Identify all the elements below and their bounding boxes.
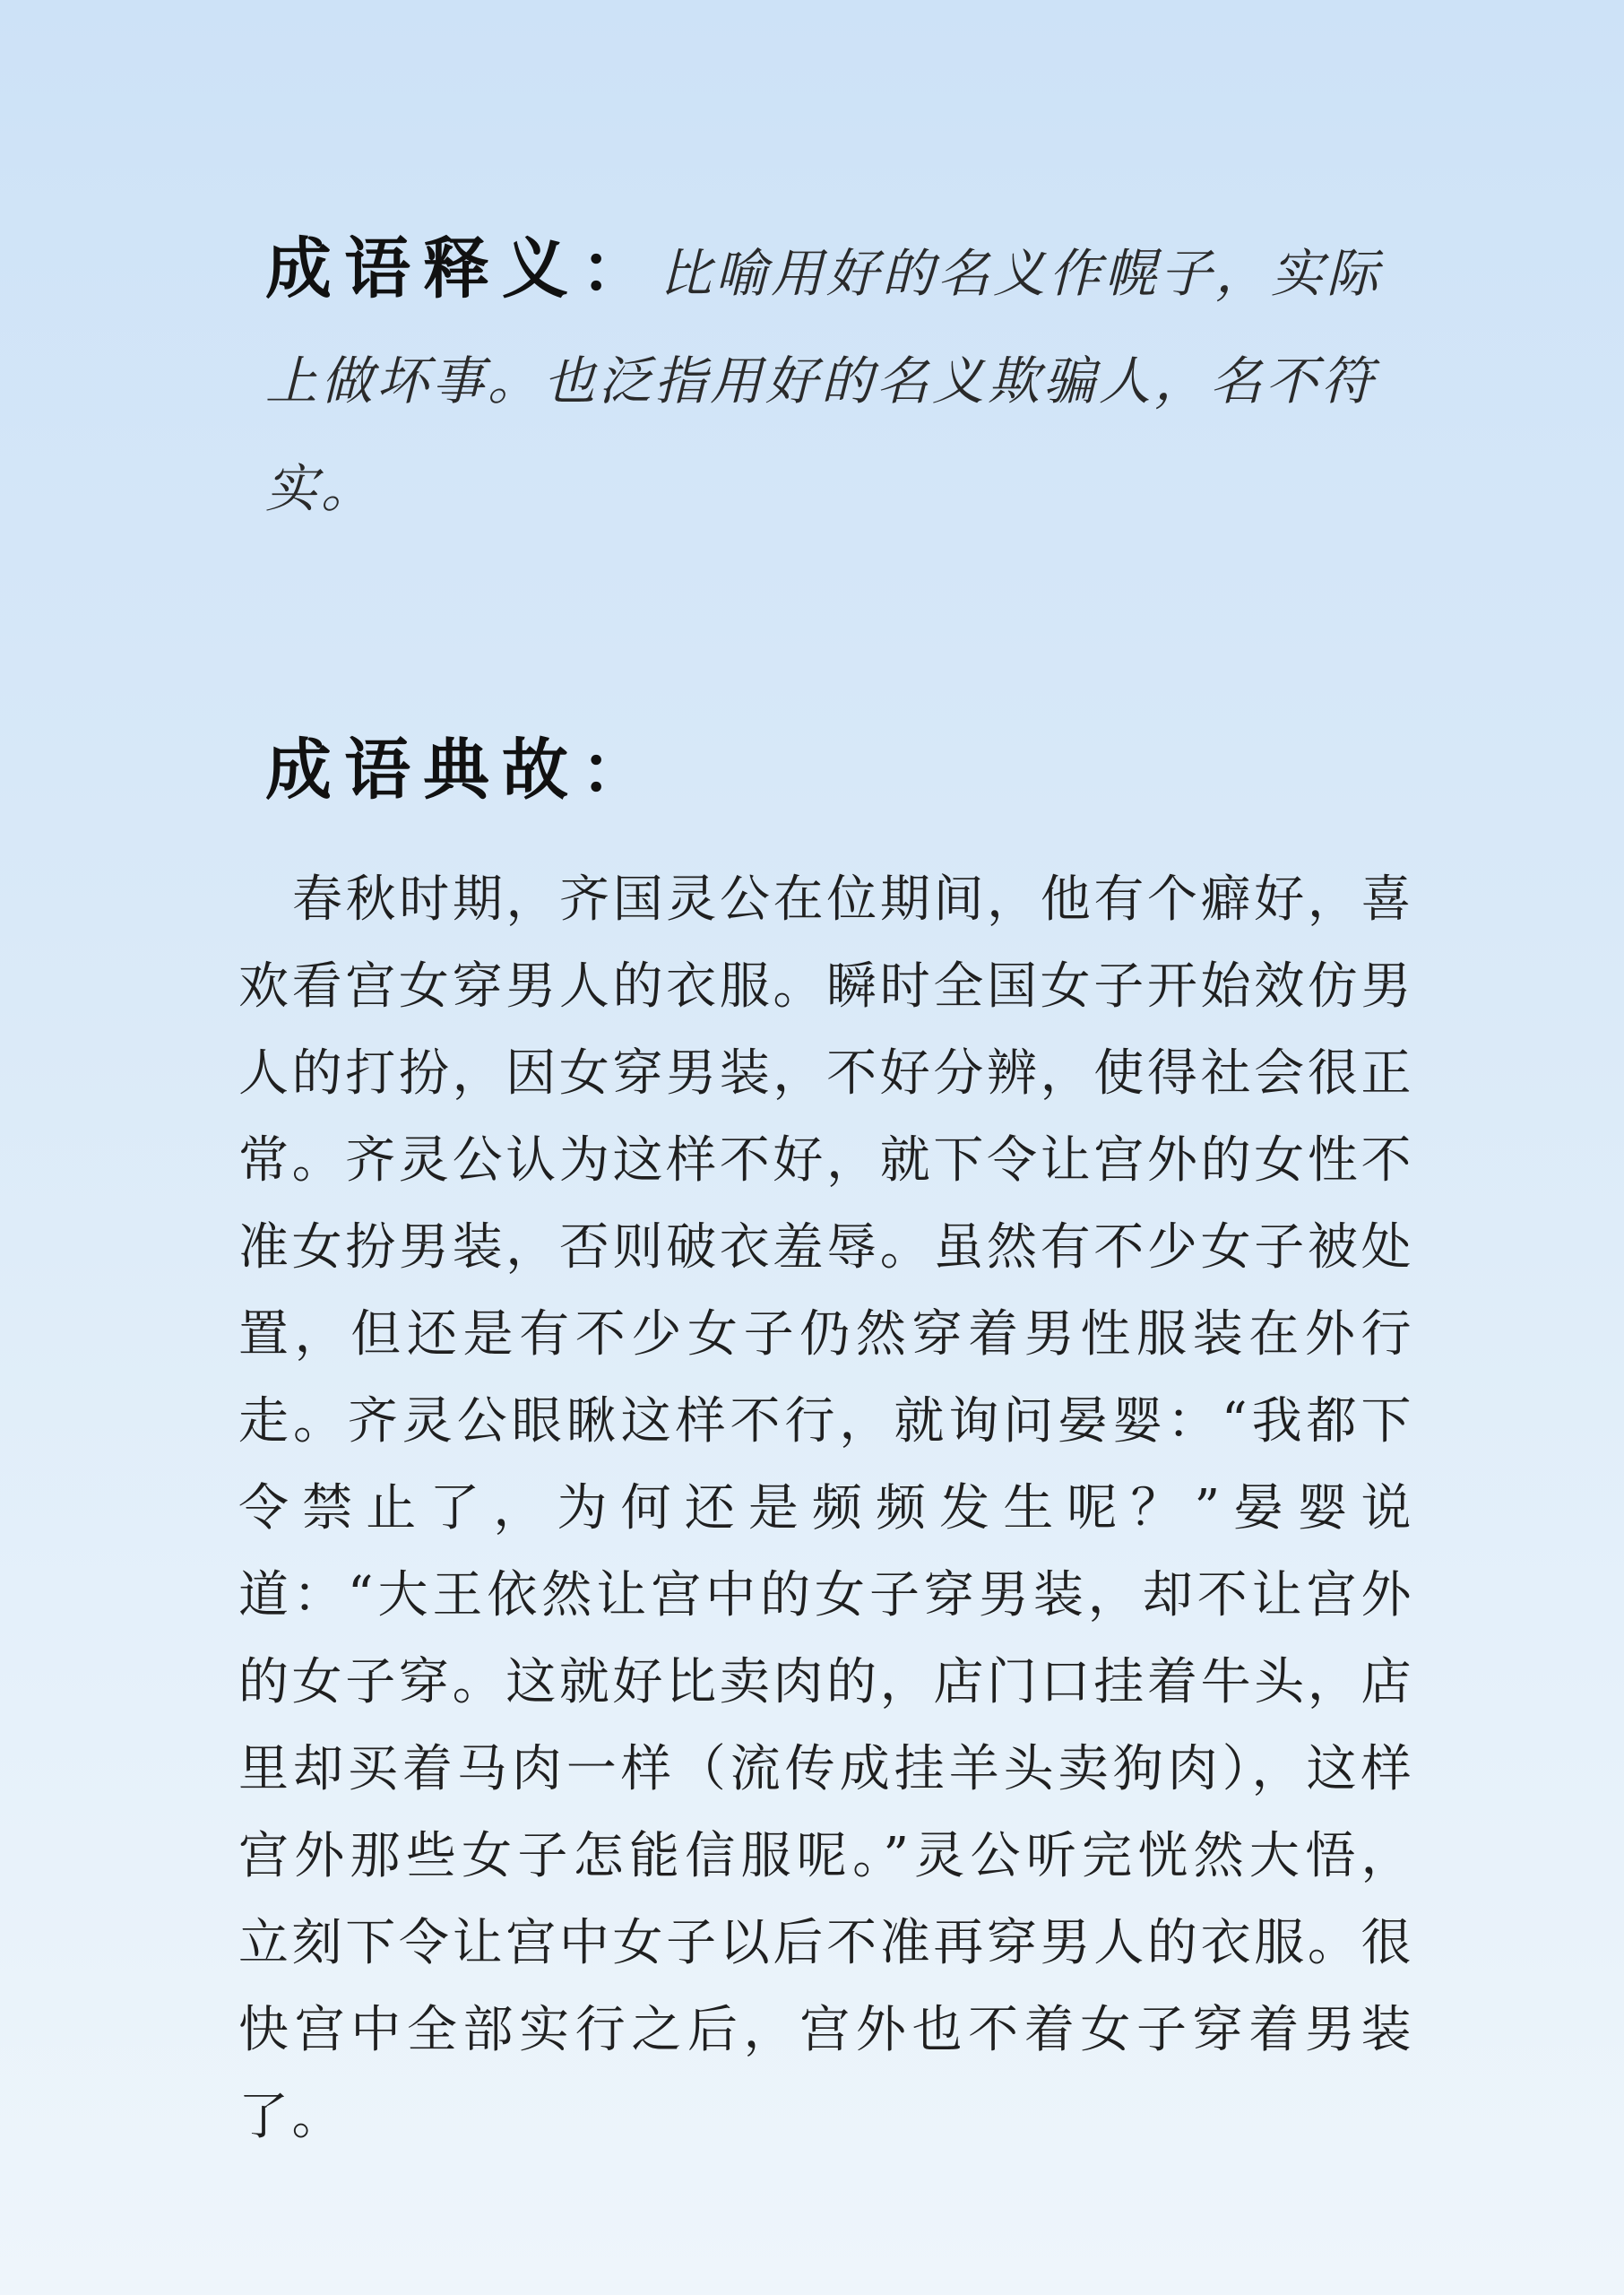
- definition-section: [265, 215, 1412, 542]
- story-text: 春秋时期，齐国灵公在位期间，他有个癖好，喜欢看宫女穿男人的衣服。瞬时全国女子开始效仿男人的打扮，因女穿男装，不好分辨，使得社会很正常。齐灵公认为这样不好，就下令让宫外的女性不准女扮男装，否则破衣羞辱。虽然有不少女子被处置，但还是有不少女子仍然穿着男性服装在外行走。齐灵公眼瞅这样不行，就询问晏婴：“我都下令禁止了，为何还是频频发生呢？”晏婴说道：“大王依然让宫中的女子穿男装，却不让宫外的女子穿。这就好比卖肉的，店门口挂着牛头，店里却买着马肉一样（流传成挂羊头卖狗肉），这样宫外那些女子怎能信服呢。”灵公听完恍然大悟，立刻下令让宫中女子以后不准再穿男人的衣服。很快宫中全部实行之后，宫外也不着女子穿着男装了。: [238, 870, 1414, 2146]
- story-heading: 成语典故：: [265, 732, 660, 809]
- definition-heading: 成语释义：: [265, 230, 660, 307]
- definition-text: 比喻用好的名义作幌子，实际上做坏事。也泛指用好的名义欺骗人，名不符实。: [265, 243, 1383, 519]
